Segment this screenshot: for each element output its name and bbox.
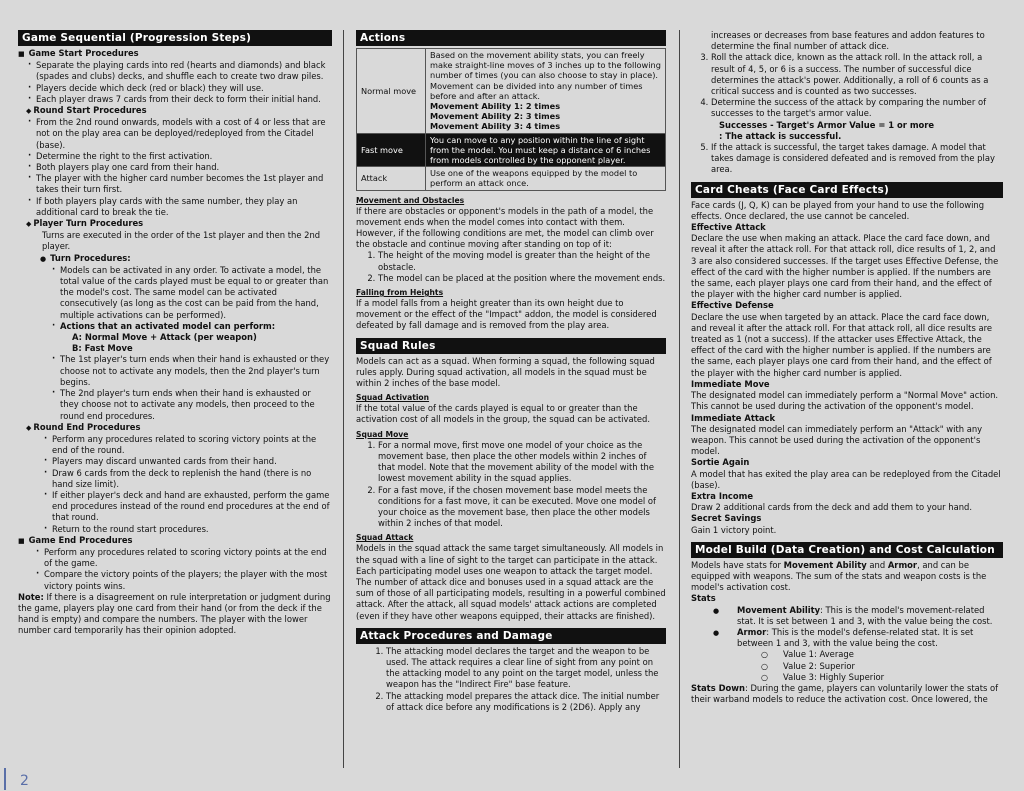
round-start-list	[18, 117, 332, 218]
round-end-list	[18, 434, 332, 535]
table-cell-value: Use one of the weapons equipped by the model to perform an attack once.	[426, 167, 666, 190]
table-cell-text: Based on the movement ability stats, you can freely make straight-line moves of 3 inches up to the following number of times (you can also choose to stay in place). Movement can be divided into any number of times before and after an attack.	[430, 50, 661, 101]
squad-move-list	[356, 440, 666, 530]
movement-obstacles-list	[356, 250, 666, 284]
cheat-text: Gain 1 victory point.	[691, 524, 777, 535]
squad-activation-text: If the total value of the cards played is equal to or greater than the activation cost of all models in the group, the squad can be activated.	[356, 403, 651, 425]
text-run: Movement Ability	[783, 559, 867, 570]
list-item: · Compare the victory points of the players; the player with the most victory points wins.	[44, 569, 332, 591]
round-end-heading: ◆ Round End Procedures	[26, 422, 332, 434]
squad-text: Models can act as a squad. When forming a squad, the following squad rules apply. During squad activation, all models in the squad must be within 2 inches of the base model.	[356, 355, 655, 389]
cheat-text: Declare the use when making an attack. Place the card face down, and reveal it after the attack roll. For that attack roll, dice results of 1, 2, and 3 are also considered successes. If the target uses Effective Defense, the effect of the card with the higher number is applied. If the numbers are the same, each player plays one card from their hand, and the effect of the player with the higher card number is applied.	[691, 233, 999, 300]
action-a: A: Normal Move + Attack (per weapon)	[72, 332, 257, 343]
stat-text: : This is the model's movement-related stat. It is set between 1 and 3, with the value being the cost.	[737, 604, 993, 626]
text-run: and	[866, 559, 888, 570]
action-b: B: Fast Move	[72, 343, 133, 354]
page-number: 2	[20, 773, 29, 789]
note-text: If there is a disagreement on rule interpretation or judgment during the game, players play one card from their hand (or from the deck if the hand is empty) and compare the numbers. The player with the lower number card temporarily has their opinion adopted.	[18, 591, 331, 636]
falling-title: Falling from Heights	[356, 288, 444, 298]
falling-text: If a model falls from a height greater than its own height due to movement or the effect of the "Impact" addon, the model is considered defeated by fall damage and is removed from the play area.	[356, 298, 657, 331]
cheat-text: The designated model can immediately perform an "Attack" with any weapon. This cannot be used during the activation of the opponent's model.	[691, 423, 983, 457]
list-item: · Models can be activated in any order. To activate a model, the total value of the cards played must be equal to or greater than the model's cost. The same model can be activated consecutively (as long as the cost can be paid from the hand, multiple activations can be performed).	[60, 265, 332, 321]
card-cheats-intro: Face cards (J, Q, K) can be played from your hand to use the following effects. Once declared, the use cannot be canceled.	[691, 199, 985, 221]
section-header-game-sequential: Game Sequential (Progression Steps)	[18, 30, 332, 46]
list-item: · Return to the round start procedures.	[52, 524, 332, 535]
text-run: : During the game, players can voluntarily lower the stats of their warband models to reduce the activation cost. Once lowered, the	[691, 682, 999, 705]
list-item: · Players decide which deck (red or black) they will use.	[36, 83, 332, 94]
squad-activation-title: Squad Activation	[356, 393, 430, 403]
list-item: 2. The attacking model prepares the attack dice. The initial number of attack dice before any modifications is 2 (2D6). Apply any	[386, 691, 666, 713]
cheat-text: The designated model can immediately perform a "Normal Move" action. This cannot be used during the activation of the opponent's model.	[691, 390, 999, 412]
actions-table	[356, 48, 666, 191]
list-item: 3. Roll the attack dice, known as the attack roll. In the attack roll, a result of 4, 5, or 6 is a success. The number of successful dice determines the attack's power. Additionally, a roll of 6 counts as a critical success and is counted as two successes.	[711, 52, 1003, 97]
cheat-name: Extra Income	[691, 490, 754, 501]
success-formula: Successes - Target's Armor Value = 1 or more	[719, 119, 935, 130]
turn-procedures-list-cont	[18, 354, 332, 421]
cheat-name: Immediate Move	[691, 378, 770, 389]
movement-obstacles-text: If there are obstacles or opponent's models in the path of a model, the movement ends when the model comes into contact with them. However, if the following conditions are met, the model can climb over the obstacle and continue moving after standing on top of it:	[356, 205, 654, 250]
list-item: 2. The model can be placed at the position where the movement ends.	[378, 273, 666, 284]
section-header-actions: Actions	[356, 30, 666, 46]
cheat-name: Secret Savings	[691, 513, 762, 524]
game-start-heading: ■ Game Start Procedures	[18, 48, 332, 60]
card-cheats-list	[691, 222, 1003, 536]
list-item: · If both players play cards with the same number, they play an additional card to break the tie.	[36, 196, 332, 218]
table-cell-value	[426, 49, 666, 134]
player-turn-heading: ◆ Player Turn Procedures	[26, 218, 332, 230]
list-item: · If either player's deck and hand are exhausted, perform the game end procedures instead of the round end procedures at the end of that round.	[52, 490, 332, 524]
squad-attack-title: Squad Attack	[356, 533, 414, 543]
list-item: · Players may discard unwanted cards from their hand.	[52, 456, 332, 467]
stat-value: ○ Value 3: Highly Superior	[691, 672, 1003, 683]
list-item	[711, 97, 1003, 142]
stat-movement	[691, 605, 1003, 627]
cheat-name: Effective Defense	[691, 300, 774, 311]
squad-attack-text: Models in the squad attack the same target simultaneously. All models in the squad with a line of sight to the target can participate in the attack. Each participating model uses one weapon to attack the target model. The number of attack dice and bonuses used in a squad attack are the sum of those of all participating models, resulting in a powerful combined attack. After the attack, all squad models' attack actions are completed (even if they have other weapons equipped, their attacks are finished).	[356, 543, 666, 621]
list-item-text: Determine the success of the attack by comparing the number of successes to the target's armor value.	[711, 97, 987, 119]
list-item: · Each player draws 7 cards from their deck to form their initial hand.	[36, 94, 332, 105]
game-end-list	[18, 547, 332, 592]
list-item: · Separate the playing cards into red (hearts and diamonds) and black (spades and clubs) decks, and shuffle each to create two draw piles.	[36, 60, 332, 82]
game-start-list	[18, 60, 332, 105]
player-turn-text: Turns are executed in the order of the 1st player and then the 2nd player.	[42, 230, 321, 252]
stat-text: : This is the model's defense-related stat. It is set between 1 and 3, with the value being the cost.	[737, 626, 974, 649]
list-item: · Perform any procedures related to scoring victory points at the end of the game.	[44, 547, 332, 569]
stats-down-text	[691, 683, 1003, 705]
cheat-text: Declare the use when targeted by an attack. Place the card face down, and reveal it after the attack roll. For that attack roll, all dice results are treated as 1 (not a success). If the attacker uses Effective Attack, the effect of the card with the higher number is applied. If the numbers are the same, each player plays one card from their hand, and the effect of the player with the higher card number is applied.	[691, 311, 993, 378]
list-item: · The 1st player's turn ends when their hand is exhausted or they choose not to activate any models, then the 2nd player's turn begins.	[60, 354, 332, 388]
rulebook-page	[16, 30, 1009, 768]
stat-armor	[691, 627, 1003, 649]
cheat-name: Sortie Again	[691, 457, 750, 468]
section-header-attack: Attack Procedures and Damage	[356, 628, 666, 644]
turn-procedures-list	[18, 265, 332, 332]
note-paragraph	[18, 592, 332, 637]
table-cell-key: Attack	[357, 167, 426, 190]
table-row	[357, 49, 666, 134]
text-run: Models have stats for	[691, 559, 784, 570]
attack-procedures-list	[356, 646, 666, 713]
text-run: Armor	[887, 559, 918, 570]
column-1	[18, 30, 332, 768]
cheat-text: Draw 2 additional cards from the deck and add them to your hand.	[691, 502, 972, 513]
list-item: 1. For a normal move, first move one model of your choice as the movement base, then place the other models within 2 inches of that model. Note that the movement ability of the model with the lowest movement ability in the squad applies.	[378, 440, 666, 485]
section-header-model-build: Model Build (Data Creation) and Cost Calculation	[691, 542, 1003, 558]
list-item: 1. The attacking model declares the target and the weapon to be used. The attack requires a clear line of sight from any point on the attacking model to any point on the target model, unless the weapon has the "Indirect Fire" base feature.	[386, 646, 666, 691]
cheat-name: Effective Attack	[691, 222, 766, 233]
column-divider	[679, 30, 680, 768]
column-2	[356, 30, 666, 768]
column-3	[691, 30, 1003, 768]
squad-move-title: Squad Move	[356, 429, 409, 439]
attack-procedures-list-cont	[691, 52, 1003, 175]
text-run: , and can be equipped with weapons. The sum of the stats and weapon costs is the model's activation cost.	[691, 559, 987, 593]
section-header-card-cheats: Card Cheats (Face Card Effects)	[691, 182, 1003, 198]
movement-ability-1: Movement Ability 1: 2 times	[430, 101, 561, 112]
table-cell-value: You can move to any position within the line of sight from the model. You must keep a distance of 6 inches from models controlled by the opponent player.	[426, 133, 666, 167]
table-cell-key: Normal move	[357, 49, 426, 134]
stats-label: Stats	[691, 593, 716, 604]
cheat-text: A model that has exited the play area can be redeployed from the Citadel (base).	[691, 468, 1001, 490]
list-item: · The 2nd player's turn ends when their hand is exhausted or they choose not to activate any models, then proceed to the round end procedures.	[60, 388, 332, 422]
table-row	[357, 167, 666, 190]
list-item: · Draw 6 cards from the deck to replenish the hand (there is no hand size limit).	[52, 468, 332, 490]
list-item: · Both players play one card from their hand.	[36, 162, 332, 173]
turn-procedures-heading: ● Turn Procedures:	[40, 253, 332, 265]
list-item: 2. For a fast move, if the chosen movement base model meets the conditions for a fast move, it can be executed. Move one model of your choice as the movement base, then place the other models within 2 inches of that model.	[378, 485, 666, 530]
cheat-name: Immediate Attack	[691, 412, 776, 423]
table-row	[357, 133, 666, 167]
list-item: · The player with the higher card number becomes the 1st player and takes their turn first.	[36, 173, 332, 195]
list-item: 1. The height of the moving model is greater than the height of the obstacle.	[378, 250, 666, 272]
list-item: · Actions that an activated model can perform:	[60, 321, 332, 332]
stat-name: Armor	[737, 626, 767, 637]
stat-name: Movement Ability	[737, 604, 821, 615]
attack-continued-text: increases or decreases from base features and addon features to determine the final number of attack dice.	[711, 30, 985, 52]
game-end-heading: ■ Game End Procedures	[18, 535, 332, 547]
model-build-text	[691, 560, 1003, 594]
column-divider	[343, 30, 344, 768]
stat-value: ○ Value 2: Superior	[691, 661, 1003, 672]
list-item: · From the 2nd round onwards, models with a cost of 4 or less that are not on the play area can be deployed/redeployed from the Citadel (base).	[36, 117, 332, 151]
stat-value: ○ Value 1: Average	[691, 649, 1003, 660]
movement-obstacles-title: Movement and Obstacles	[356, 195, 465, 205]
movement-ability-3: Movement Ability 3: 4 times	[430, 121, 561, 132]
section-header-squad: Squad Rules	[356, 338, 666, 354]
table-cell-key: Fast move	[357, 133, 426, 167]
round-start-heading: ◆ Round Start Procedures	[26, 105, 332, 117]
success-result: : The attack is successful.	[719, 130, 842, 141]
list-item: · Perform any procedures related to scoring victory points at the end of the round.	[52, 434, 332, 456]
movement-ability-2: Movement Ability 2: 3 times	[430, 111, 561, 122]
list-item: · Determine the right to the first activation.	[36, 151, 332, 162]
page-number-bar	[4, 768, 6, 790]
stats-down-label: Stats Down	[691, 682, 745, 693]
note-label: Note:	[18, 591, 44, 602]
list-item: 5. If the attack is successful, the target takes damage. A model that takes damage is considered defeated and is removed from the play area.	[711, 142, 1003, 176]
